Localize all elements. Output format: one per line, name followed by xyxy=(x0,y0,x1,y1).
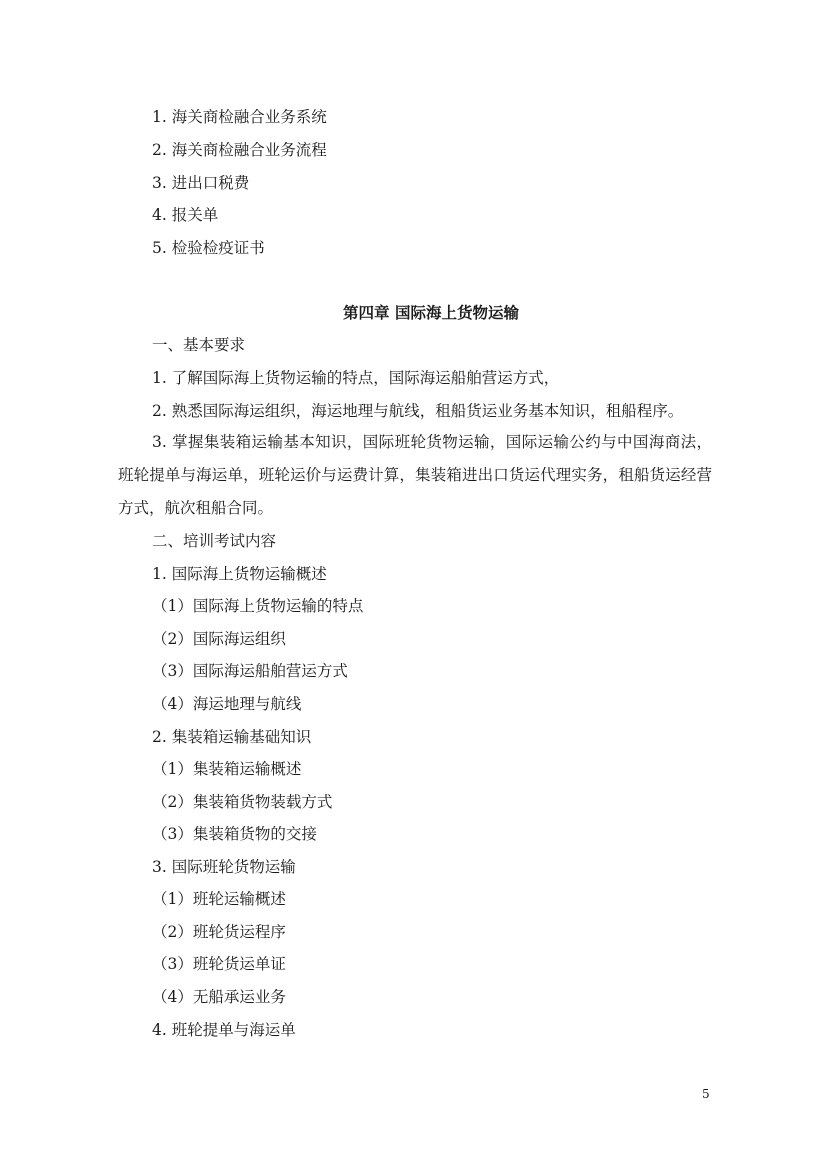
requirement-item: 1. 了解国际海上货物运输的特点，国际海运船舶营运方式， xyxy=(152,369,560,387)
topic-heading: 1. 国际海上货物运输概述 xyxy=(152,565,327,583)
topic-heading: 2. 集装箱运输基础知识 xyxy=(152,728,312,746)
topic-subitem: （3）集装箱货物的交接 xyxy=(152,825,317,843)
intro-list-item: 2. 海关商检融合业务流程 xyxy=(152,141,327,159)
topic-subitem: （2）班轮货运程序 xyxy=(152,923,286,941)
intro-list-item: 4. 报关单 xyxy=(152,206,219,224)
topic-subitem: （3）班轮货运单证 xyxy=(152,955,286,973)
requirement-item: 2. 熟悉国际海运组织，海运地理与航线，租船货运业务基本知识，租船程序。 xyxy=(152,402,684,420)
chapter-title: 第四章 国际海上货物运输 xyxy=(343,303,519,322)
requirement-paragraph: 3. 掌握集装箱运输基本知识，国际班轮货物运输，国际运输公约与中国海商法，班轮提单与海运单，班轮运价与运费计算，集装箱进出口货运代理实务，租船货运经营方式，航次租船合同。 xyxy=(118,433,712,517)
intro-list-item: 5. 检验检疫证书 xyxy=(152,239,265,257)
topic-subitem: （1）班轮运输概述 xyxy=(152,890,286,908)
topic-subitem: （4）无船承运业务 xyxy=(152,988,286,1006)
section-heading-basic: 一、基本要求 xyxy=(152,336,246,354)
page-number: 5 xyxy=(702,1087,710,1101)
topic-subitem: （2）集装箱货物装载方式 xyxy=(152,793,333,811)
topic-subitem: （1）集装箱运输概述 xyxy=(152,760,302,778)
topic-heading: 3. 国际班轮货物运输 xyxy=(152,858,296,876)
topic-subitem: （4）海运地理与航线 xyxy=(152,695,302,713)
intro-list-item: 1. 海关商检融合业务系统 xyxy=(152,108,327,126)
section-heading-content: 二、培训考试内容 xyxy=(152,532,277,550)
topic-heading: 4. 班轮提单与海运单 xyxy=(152,1021,296,1039)
topic-subitem: （2）国际海运组织 xyxy=(152,630,286,648)
topic-subitem: （3）国际海运船舶营运方式 xyxy=(152,662,348,680)
topic-subitem: （1）国际海上货物运输的特点 xyxy=(152,597,364,615)
intro-list-item: 3. 进出口税费 xyxy=(152,174,250,192)
